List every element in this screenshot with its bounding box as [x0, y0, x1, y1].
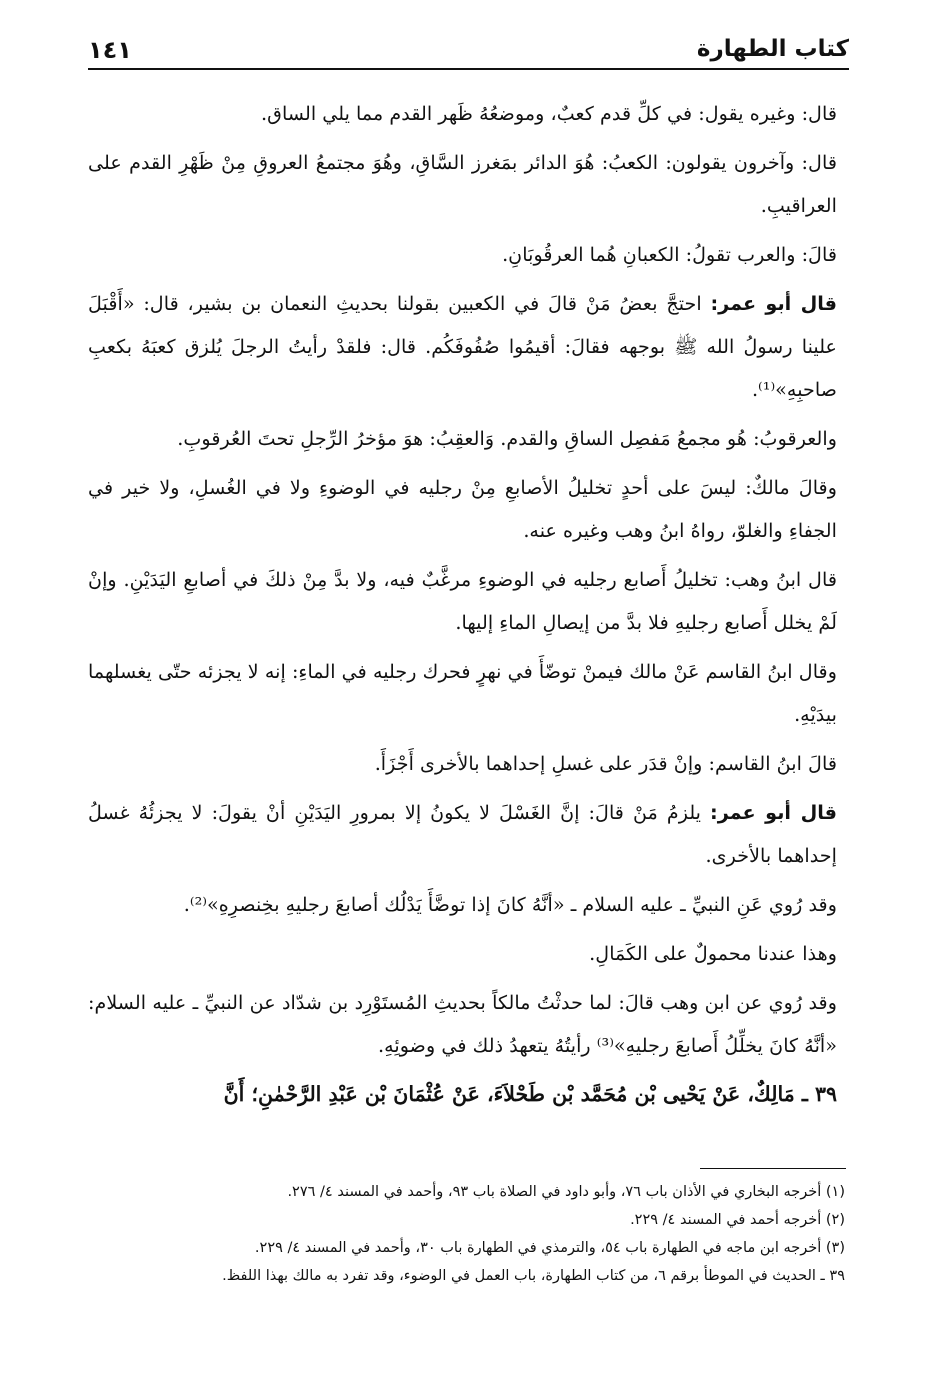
paragraph: وقد رُوي عن ابن وهب قالَ: لما حدثْتُ مالكاً بحديثِ المُستَوْرِد بن شدّاد عن النبيِّ ـ عليه السلام: «أنَّهُ كانَ يخلِّلُ أَصابعَ رجليهِ»⁽³⁾ رأيتُهُ يتعهدُ ذلك في وضوئِهِ.: [88, 991, 837, 1057]
paragraph: وهذا عندنا محمولٌ على الكَمَالِ.: [589, 942, 837, 965]
footnote: (١) أخرجه البخاري في الأذان باب ٧٦، وأبو داود في الصلاة باب ٩٣، وأحمد في المسند ٤/ ٢٧٦.: [287, 1184, 845, 1200]
footnotes: [92, 1178, 845, 1290]
paragraph: قال: وغيره يقول: في كلِّ قدم كعبٌ، وموضعُهُ ظَهر القدم مما يلي الساق.: [261, 102, 837, 125]
paragraph: قالَ ابنُ القاسم: وإنْ قدَر على غسلِ إحداهما بالأخرى أَجْزَأَ.: [374, 752, 837, 775]
book-title: كتاب الطهارة: [696, 36, 849, 62]
main-text: [88, 92, 837, 1122]
footnote: (٢) أخرجه أحمد في المسند ٤/ ٢٢٩.: [630, 1212, 845, 1228]
hadith-heading: ٣٩ ـ مَالِكٌ، عَنْ يَحْيى بْن مُحَمَّد بْن طَحْلاَءَ، عَنْ عُثْمَانَ بْن عَبْدِ الرَّحْمٰنِ؛ أَنَّ: [223, 1082, 837, 1106]
page-header: [88, 24, 849, 70]
speaker-label: قال أبو عمر:: [710, 801, 837, 824]
speaker-label: قال أبو عمر:: [710, 292, 837, 315]
footnote: ٣٩ ـ الحديث في الموطأ برقم ٦، من كتاب الطهارة، باب العمل في الوضوء، وقد تفرد به مالك بهذا اللفظ.: [222, 1268, 845, 1284]
paragraph: قال ابنُ وهب: تخليلُ أَصابع رجليه في الوضوءِ مرغَّبٌ فيه، ولا بدَّ مِنْ ذلكَ في أصابعِ اليَدَيْنِ. وإنْ لَمْ يخلل أَصابع رجليهِ فلا بدَّ من إيصالِ الماءِ إليها.: [88, 568, 837, 634]
paragraph: وقد رُوي عَنِ النبيِّ ـ عليه السلام ـ «أنَّهُ كانَ إذا توضَّأَ يَدْلُك أصابعَ رجليهِ بخِنصرِهِ»⁽²⁾.: [183, 893, 837, 916]
footnote-divider: [700, 1168, 846, 1169]
paragraph: قال: وآخرون يقولون: الكعبُ: هُوَ الدائر بمَغرز السَّاقِ، وهُوَ مجتمعُ العروقِ مِنْ ظَهْرِ القدم على العراقيبِ.: [88, 151, 837, 217]
footnote: (٣) أخرجه ابن ماجه في الطهارة باب ٥٤، والترمذي في الطهارة باب ٣٠، وأحمد في المسند ٤/ ٢٢٩.: [254, 1240, 845, 1256]
paragraph: قال أبو عمر: يلزمُ مَنْ قالَ: إنَّ الغَسْلَ لا يكونُ إلا بمرورِ اليَدَيْنِ أنْ يقولَ: لا يجزئُهُ غسلُ إحداهما بالأخرى.: [88, 801, 837, 867]
page-number: ١٤١: [88, 36, 132, 64]
paragraph: قالَ: والعرب تقولُ: الكعبانِ هُما العرقُوبَانِ.: [502, 243, 837, 266]
paragraph: وقال ابنُ القاسم عَنْ مالك فيمنْ توضّأَ في نهرٍ فحرك رجليه في الماءِ: إنه لا يجزئه حتّى يغسلهما بيدَيْهِ.: [88, 660, 837, 726]
paragraph: وقالَ مالكٌ: ليسَ على أحدٍ تخليلُ الأصابعِ مِنْ رجليه في الوضوءِ ولا في الغُسلِ، ولا خير في الجفاءِ والغلوّ، رواهُ ابنُ وهب وغيره عنه.: [88, 476, 837, 542]
paragraph: قال أبو عمر: احتجَّ بعضُ مَنْ قالَ في الكعبين بقولنا بحديثِ النعمان بن بشير، قال: «أَقْبَلَ علينا رسولُ الله ﷺ بوجهه فقالَ: أقيمُوا صُفُوفَكُم. قال: فلقدْ رأيتُ الرجلَ يُلزق كعبَهُ بكعبِ صاحبِهِ»⁽¹⁾.: [88, 292, 837, 401]
paragraph: والعرقوبُ: هُو مجمعُ مَفصِل الساقِ والقدم. وَالعقِبُ: هوَ مؤخرُ الرِّجلِ تحتَ العُرقوبِ.: [177, 427, 837, 450]
